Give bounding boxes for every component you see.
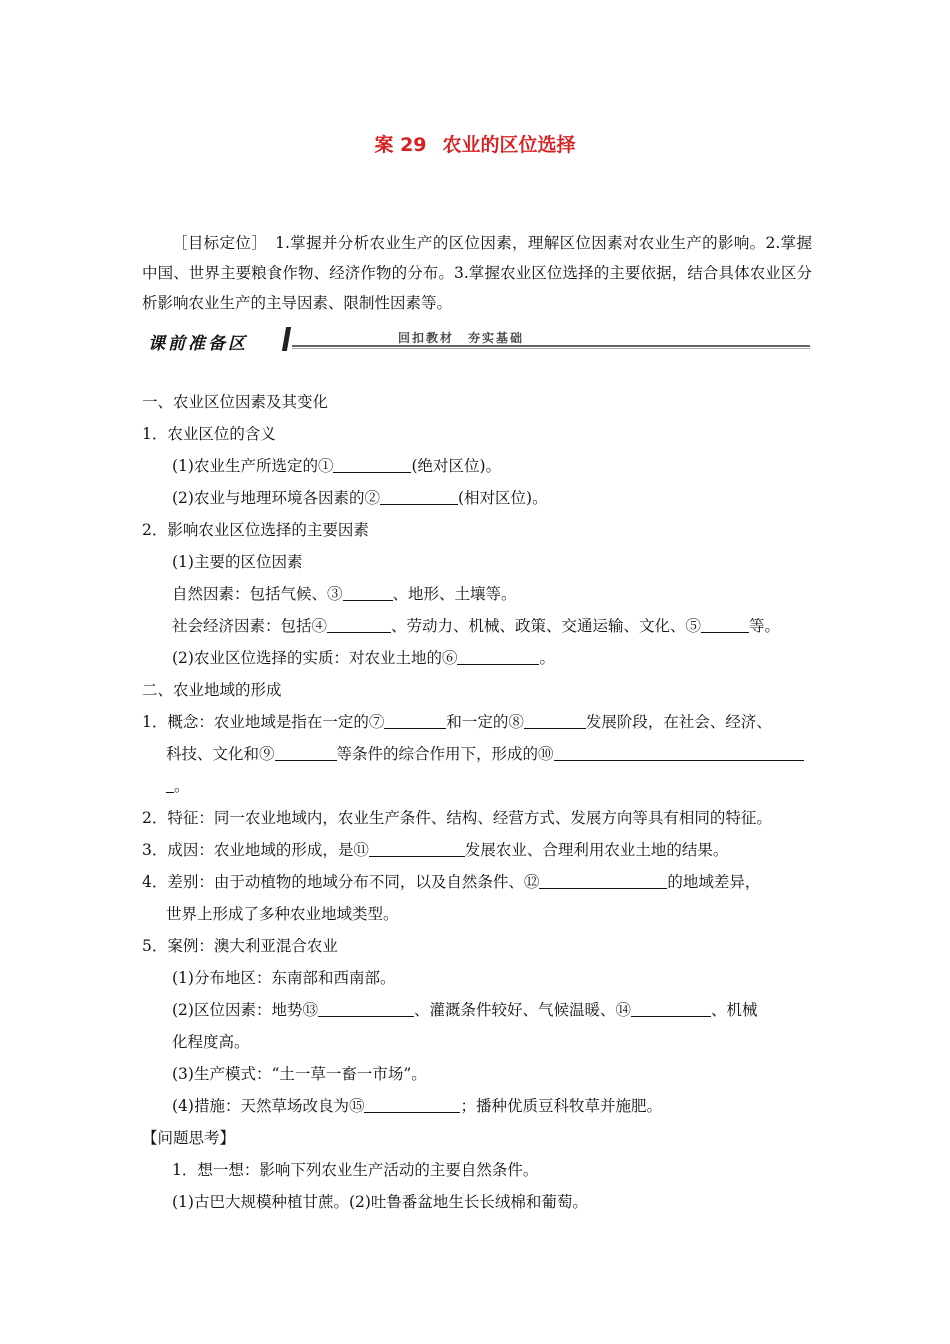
blank-7[interactable]	[384, 713, 446, 729]
section-rule-thin	[292, 348, 810, 349]
case-item-2-cont: 化程度高。	[172, 1033, 250, 1051]
difference-line-2: 世界上形成了多种农业地域类型。	[166, 905, 399, 923]
think-q1: 1．想一想：影响下列农业生产活动的主要自然条件。	[172, 1161, 539, 1179]
concept-line-3: 。	[166, 774, 190, 796]
case-topic: 农业的区位选择	[442, 134, 576, 156]
blank-4[interactable]	[327, 617, 391, 633]
social-factors: 社会经济因素：包括④ 、劳动力、机械、政策、交通运输、文化、⑤ 等。	[172, 617, 781, 635]
blank-6[interactable]	[457, 649, 539, 665]
blank-9[interactable]	[275, 745, 337, 761]
item-2-2: (2)农业区位选择的实质：对农业土地的⑥ 。	[172, 649, 555, 667]
item-2: 2．影响农业区位选择的主要因素	[142, 521, 369, 539]
section-header	[142, 327, 810, 355]
heading-2: 二、农业地域的形成	[142, 681, 282, 699]
heading-1: 一、农业区位因素及其变化	[142, 393, 329, 411]
blank-15[interactable]	[364, 1097, 460, 1113]
section-label: 课前准备区	[148, 334, 248, 354]
blank-8[interactable]	[524, 713, 586, 729]
item-2-1: (1)主要的区位因素	[172, 553, 303, 571]
blank-2[interactable]	[380, 489, 458, 505]
natural-factors: 自然因素：包括气候、③ 、地形、土壤等。	[172, 585, 517, 603]
concept-line-1: 1．概念：农业地域是指在一定的⑦ 和一定的⑧ 发展阶段，在社会、经济、	[142, 713, 772, 731]
item-1-2: (2)农业与地理环境各因素的② (相对区位)。	[172, 489, 548, 507]
blank-3[interactable]	[343, 585, 393, 601]
blank-10[interactable]	[554, 745, 804, 761]
blank-1[interactable]	[333, 457, 411, 473]
case-item-4: (4)措施：天然草场改良为⑮ ；播种优质豆科牧草并施肥。	[172, 1097, 662, 1115]
item-1-1: (1)农业生产所选定的① (绝对区位)。	[172, 457, 502, 475]
case-line: 5．案例：澳大利亚混合农业	[142, 937, 338, 955]
case-item-2: (2)区位因素：地势⑬ 、灌溉条件较好、气候温暖、⑭ 、机械	[172, 1001, 758, 1019]
section-subtitle: 回扣教材 夯实基础	[398, 331, 525, 345]
case-item-3: (3)生产模式：“土一草一畜一市场”。	[172, 1065, 427, 1083]
section-rule	[292, 345, 810, 347]
goal-paragraph: ［目标定位］ 1.掌握并分析农业生产的区位因素，理解区位因素对农业生产的影响。2.掌握中国、世界主要粮食作物、经济作物的分布。3.掌握农业区位选择的主要依据，结合具体农业区分析影响农业生产的主导因素、限制性因素等。	[142, 234, 812, 312]
case-item-1: (1)分布地区：东南部和西南部。	[172, 969, 396, 987]
blank-14[interactable]	[631, 1001, 711, 1017]
feature-line: 2．特征：同一农业地域内，农业生产条件、结构、经营方式、发展方向等具有相同的特征。	[142, 809, 772, 827]
blank-13[interactable]	[318, 1001, 414, 1017]
think-heading: 【问题思考】	[142, 1129, 236, 1147]
think-q2: (1)古巴大规模种植甘蔗。(2)吐鲁番盆地生长长绒棉和葡萄。	[172, 1193, 588, 1211]
concept-line-2: 科技、文化和⑨ 等条件的综合作用下，形成的⑩	[166, 742, 804, 764]
case-number: 案 29	[374, 134, 427, 156]
page-title	[0, 130, 950, 157]
blank-11[interactable]	[369, 841, 465, 857]
blank-12[interactable]	[539, 873, 667, 889]
item-1: 1．农业区位的含义	[142, 425, 276, 443]
section-divider-mark	[282, 327, 291, 351]
blank-5[interactable]	[701, 617, 749, 633]
difference-line: 4．差别：由于动植物的地域分布不同，以及自然条件、⑫ 的地域差异，	[142, 873, 761, 891]
cause-line: 3．成因：农业地域的形成，是⑪ 发展农业、合理利用农业土地的结果。	[142, 841, 729, 859]
